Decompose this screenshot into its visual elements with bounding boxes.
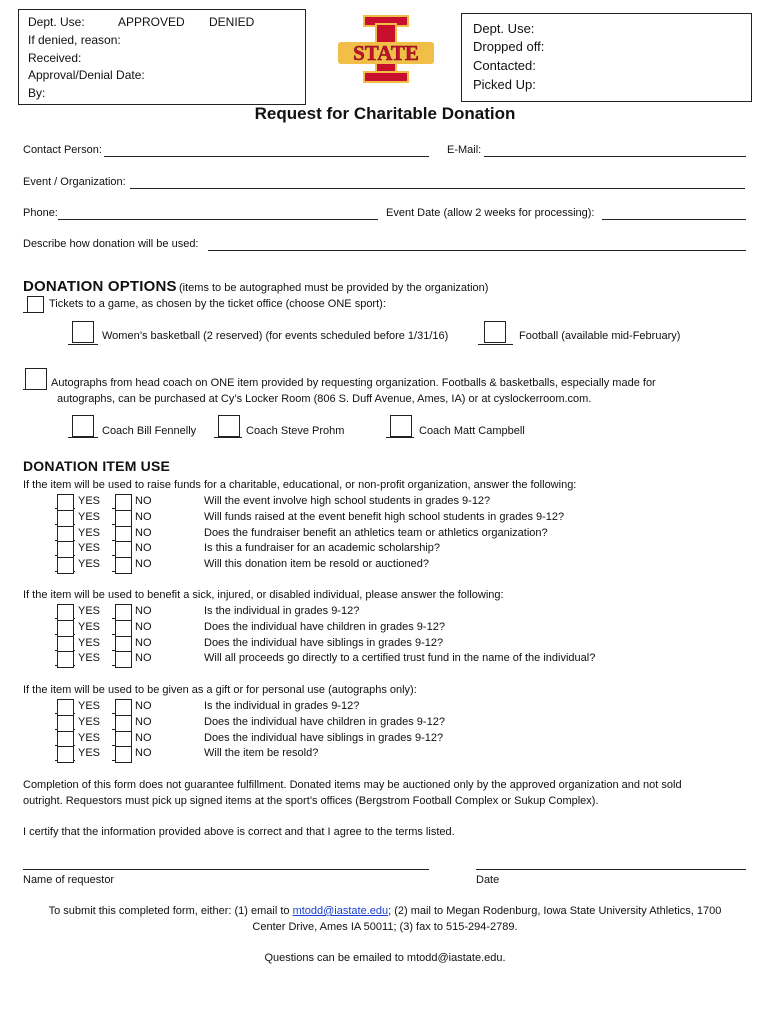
pickup-picked-up-label: Picked Up: bbox=[473, 77, 536, 92]
yes-checkbox[interactable] bbox=[57, 731, 74, 748]
no-checkbox[interactable] bbox=[115, 526, 132, 543]
group-intro: If the item will be used to benefit a sick, injured, or disabled individual, please answer the following: bbox=[23, 589, 504, 601]
donation-options-note: (items to be autographed must be provided by the organization) bbox=[179, 282, 489, 294]
tickets-label: Tickets to a game, as chosen by the ticket office (choose ONE sport): bbox=[49, 298, 386, 310]
coach-campbell-checkbox[interactable] bbox=[390, 415, 412, 437]
no-label: NO bbox=[135, 526, 152, 539]
no-checkbox[interactable] bbox=[115, 731, 132, 748]
describe-field[interactable] bbox=[208, 250, 746, 251]
question-text: Will all proceeds go directly to a certified trust fund in the name of the individual? bbox=[204, 652, 596, 665]
iowa-state-logo bbox=[336, 14, 436, 86]
tickets-checkbox[interactable] bbox=[27, 296, 44, 313]
yes-checkbox[interactable] bbox=[57, 620, 74, 637]
yes-checkbox[interactable] bbox=[57, 636, 74, 653]
contact-person-label: Contact Person: bbox=[23, 144, 102, 156]
submit-email-link[interactable]: mtodd@iastate.edu bbox=[292, 905, 389, 917]
submit-line2: Center Drive, Ames IA 50011; (3) fax to 515-294-2789. bbox=[252, 921, 518, 933]
yes-checkbox[interactable] bbox=[57, 651, 74, 668]
office-approval-date-label: Approval/Denial Date: bbox=[28, 68, 145, 82]
yes-checkbox[interactable] bbox=[57, 746, 74, 763]
office-dept-use-label: Dept. Use: bbox=[28, 15, 85, 29]
yes-label: YES bbox=[78, 542, 101, 555]
office-denied-label: DENIED bbox=[209, 15, 255, 29]
office-approved-label: APPROVED bbox=[118, 15, 185, 29]
email-label: E-Mail: bbox=[447, 144, 482, 156]
question-text: Is the individual in grades 9-12? bbox=[204, 700, 360, 712]
no-checkbox[interactable] bbox=[115, 620, 132, 637]
no-label: NO bbox=[135, 605, 152, 617]
event-date-field[interactable] bbox=[602, 219, 746, 220]
office-by-label: By: bbox=[28, 86, 46, 100]
no-label: NO bbox=[135, 731, 152, 744]
womens-bball-label: Women’s basketball (2 reserved) (for events scheduled before 1/31/16) bbox=[102, 330, 449, 342]
event-org-label: Event / Organization: bbox=[23, 176, 126, 188]
yes-label: YES bbox=[78, 526, 101, 539]
completion-line2: outright. Requestors must pick up signed items at the sport’s offices (Bergstrom Football Complex or Sukup Complex). bbox=[23, 795, 599, 807]
no-checkbox[interactable] bbox=[115, 494, 132, 511]
logo-state-text: STATE bbox=[353, 41, 419, 65]
email-field[interactable] bbox=[484, 156, 746, 157]
no-checkbox[interactable] bbox=[115, 746, 132, 763]
no-checkbox[interactable] bbox=[115, 636, 132, 653]
phone-label: Phone: bbox=[23, 207, 58, 219]
yes-checkbox[interactable] bbox=[57, 699, 74, 716]
event-date-label: Event Date (allow 2 weeks for processing): bbox=[386, 207, 595, 219]
certify-statement: I certify that the information provided above is correct and that I agree to the terms listed. bbox=[23, 826, 455, 838]
womens-bball-checkbox[interactable] bbox=[72, 321, 94, 343]
no-label: NO bbox=[135, 542, 152, 555]
requestor-name-field[interactable] bbox=[23, 869, 429, 870]
yes-label: YES bbox=[78, 700, 101, 712]
group-intro: If the item will be used to be given as a gift or for personal use (autographs only): bbox=[23, 684, 417, 696]
question-text: Does the individual have siblings in grades 9-12? bbox=[204, 731, 444, 744]
autographs-line2: autographs, can be purchased at Cy’s Locker Room (806 S. Duff Avenue, Ames, IA) or at cyslockerroom.com. bbox=[57, 393, 592, 405]
question-text: Is the individual in grades 9-12? bbox=[204, 605, 360, 617]
coach-campbell-label: Coach Matt Campbell bbox=[419, 425, 525, 437]
no-label: NO bbox=[135, 652, 152, 665]
football-checkbox[interactable] bbox=[484, 321, 506, 343]
question-text: Is this a fundraiser for an academic scholarship? bbox=[204, 542, 441, 555]
question-text: Does the fundraiser benefit an athletics team or athletics organization? bbox=[204, 526, 548, 539]
no-label: NO bbox=[135, 715, 152, 728]
football-underline bbox=[478, 344, 513, 345]
yes-checkbox[interactable] bbox=[57, 715, 74, 732]
contact-person-field[interactable] bbox=[104, 156, 429, 157]
no-checkbox[interactable] bbox=[115, 557, 132, 574]
yes-checkbox[interactable] bbox=[57, 494, 74, 511]
submit-prefix: To submit this completed form, either: (1) email to bbox=[48, 905, 293, 917]
no-label: NO bbox=[135, 558, 152, 571]
yes-label: YES bbox=[78, 495, 101, 507]
no-label: NO bbox=[135, 636, 152, 649]
yes-label: YES bbox=[78, 715, 101, 728]
question-text: Will this donation item be resold or auctioned? bbox=[204, 558, 430, 571]
no-label: NO bbox=[135, 620, 152, 633]
yes-label: YES bbox=[78, 747, 101, 760]
submit-suffix: ; (2) mail to Megan Rodenburg, Iowa State University Athletics, 1700 bbox=[388, 905, 722, 917]
yes-label: YES bbox=[78, 731, 101, 744]
no-checkbox[interactable] bbox=[115, 699, 132, 716]
name-of-requestor-label: Name of requestor bbox=[23, 874, 115, 886]
yes-checkbox[interactable] bbox=[57, 557, 74, 574]
date-label: Date bbox=[476, 874, 500, 886]
yes-label: YES bbox=[78, 558, 101, 571]
autographs-checkbox[interactable] bbox=[25, 368, 47, 390]
coach-campbell-underline bbox=[386, 437, 414, 438]
no-checkbox[interactable] bbox=[115, 604, 132, 621]
event-org-field[interactable] bbox=[130, 188, 745, 189]
no-label: NO bbox=[135, 510, 152, 523]
no-label: NO bbox=[135, 747, 152, 760]
question-text: Does the individual have children in grades 9-12? bbox=[204, 620, 445, 633]
yes-label: YES bbox=[78, 620, 101, 633]
submit-line1 bbox=[0, 905, 770, 917]
coach-fennelly-label: Coach Bill Fennelly bbox=[102, 425, 197, 437]
yes-label: YES bbox=[78, 510, 101, 523]
yes-checkbox[interactable] bbox=[57, 604, 74, 621]
yes-checkbox[interactable] bbox=[57, 541, 74, 558]
no-checkbox[interactable] bbox=[115, 651, 132, 668]
question-text: Does the individual have siblings in grades 9-12? bbox=[204, 636, 444, 649]
coach-prohm-underline bbox=[214, 437, 242, 438]
date-field[interactable] bbox=[476, 869, 746, 870]
completion-line1: Completion of this form does not guarantee fulfillment. Donated items may be auctioned only by the approved organization and not sold bbox=[23, 779, 682, 791]
office-received-label: Received: bbox=[28, 51, 82, 65]
coach-fennelly-underline bbox=[68, 437, 98, 438]
no-checkbox[interactable] bbox=[115, 541, 132, 558]
pickup-dropped-off-label: Dropped off: bbox=[473, 39, 545, 54]
yes-checkbox[interactable] bbox=[57, 526, 74, 543]
womens-bball-underline bbox=[68, 344, 98, 345]
yes-label: YES bbox=[78, 652, 101, 665]
donation-options-heading: DONATION OPTIONS bbox=[23, 278, 177, 295]
autographs-line1: Autographs from head coach on ONE item provided by requesting organization. Footballs & basketballs, especially made for bbox=[51, 377, 656, 389]
question-text: Will the event involve high school students in grades 9-12? bbox=[204, 495, 491, 507]
coach-prohm-checkbox[interactable] bbox=[218, 415, 240, 437]
pickup-contacted-label: Contacted: bbox=[473, 58, 536, 73]
page-title: Request for Charitable Donation bbox=[254, 104, 516, 123]
yes-label: YES bbox=[78, 636, 101, 649]
question-text: Will funds raised at the event benefit high school students in grades 9-12? bbox=[204, 510, 565, 523]
no-checkbox[interactable] bbox=[115, 510, 132, 527]
pickup-dept-use-label: Dept. Use: bbox=[473, 21, 535, 36]
phone-field[interactable] bbox=[58, 219, 378, 220]
describe-label: Describe how donation will be used: bbox=[23, 238, 199, 250]
football-label: Football (available mid-February) bbox=[519, 330, 681, 342]
office-if-denied-label: If denied, reason: bbox=[28, 33, 121, 47]
group-intro: If the item will be used to raise funds for a charitable, educational, or non-profit organization, answer the following: bbox=[23, 479, 577, 491]
yes-checkbox[interactable] bbox=[57, 510, 74, 527]
donation-item-use-heading: DONATION ITEM USE bbox=[23, 458, 171, 474]
question-text: Will the item be resold? bbox=[204, 747, 319, 760]
no-label: NO bbox=[135, 495, 152, 507]
coach-prohm-label: Coach Steve Prohm bbox=[246, 425, 345, 437]
yes-label: YES bbox=[78, 605, 101, 617]
no-checkbox[interactable] bbox=[115, 715, 132, 732]
question-text: Does the individual have children in grades 9-12? bbox=[204, 715, 445, 728]
questions-line: Questions can be emailed to mtodd@iastate.edu. bbox=[264, 952, 506, 964]
no-label: NO bbox=[135, 700, 152, 712]
coach-fennelly-checkbox[interactable] bbox=[72, 415, 94, 437]
